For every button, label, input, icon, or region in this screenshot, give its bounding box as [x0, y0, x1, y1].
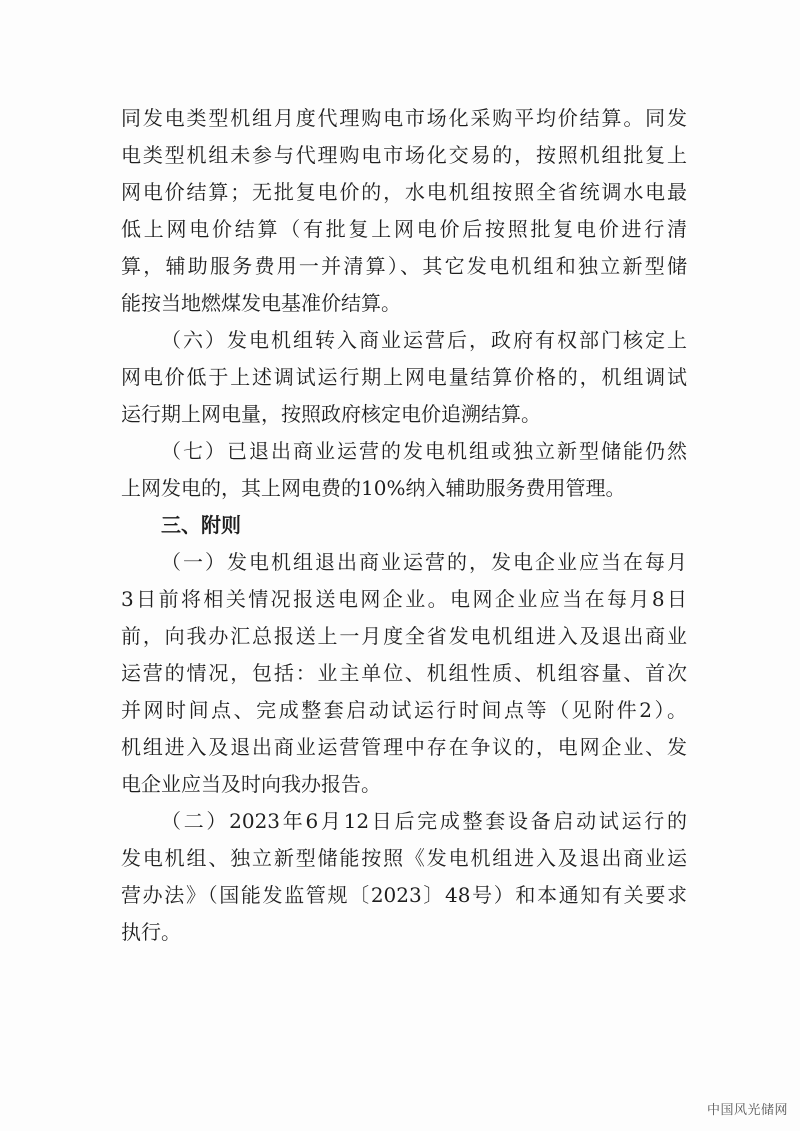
paragraph-line: （六）发电机组转入商业运营后，政府有权部门核定上 — [161, 328, 687, 352]
section-heading: 三、附则 — [161, 513, 241, 537]
paragraph-line: 能按当地燃煤发电基准价结算。 — [121, 291, 401, 315]
watermark-text: 中国风光储网 — [706, 1103, 788, 1118]
paragraph-line: （七）已退出商业运营的发电机组或独立新型储能仍然 — [161, 439, 687, 463]
paragraph-line: 前，向我办汇总报送上一月度全省发电机组进入及退出商业 — [121, 624, 687, 648]
paragraph-line: 电企业应当及时向我办报告。 — [121, 772, 381, 796]
paragraph-line: 上网发电的，其上网电费的10%纳入辅助服务费用管理。 — [121, 476, 626, 500]
paragraph-line: 机组进入及退出商业运营管理中存在争议的，电网企业、发 — [121, 735, 687, 759]
paragraph-line: （二）2023年6月12日后完成整套设备启动试运行的 — [161, 809, 687, 833]
paragraph-line: 运营的情况，包括：业主单位、机组性质、机组容量、首次 — [121, 661, 687, 685]
paragraph-line: 发电机组、独立新型储能按照《发电机组进入及退出商业运 — [121, 846, 687, 870]
paragraph-line: 电类型机组未参与代理购电市场化交易的，按照机组批复上 — [121, 143, 687, 167]
paragraph-line: 网电价结算；无批复电价的，水电机组按照全省统调水电最 — [121, 180, 687, 204]
paragraph-line: 运行期上网电量，按照政府核定电价追溯结算。 — [121, 402, 541, 426]
document-body — [121, 100, 687, 951]
paragraph-line: 并网时间点、完成整套启动试运行时间点等（见附件2）。 — [121, 698, 687, 722]
paragraph-line: 网电价低于上述调试运行期上网电量结算价格的，机组调试 — [121, 365, 687, 389]
paragraph-line: （一）发电机组退出商业运营的，发电企业应当在每月 — [161, 550, 687, 574]
paragraph-line: 低上网电价结算（有批复上网电价后按照批复电价进行清 — [121, 217, 687, 241]
paragraph-line: 执行。 — [121, 920, 181, 944]
paragraph-line: 营办法》（国能发监管规〔2023〕48号）和本通知有关要求 — [121, 883, 687, 907]
paragraph-line: 算，辅助服务费用一并清算）、其它发电机组和独立新型储 — [121, 254, 687, 278]
paragraph-line: 3日前将相关情况报送电网企业。电网企业应当在每月8日 — [121, 587, 687, 611]
paragraph-line: 同发电类型机组月度代理购电市场化采购平均价结算。同发 — [121, 106, 687, 130]
